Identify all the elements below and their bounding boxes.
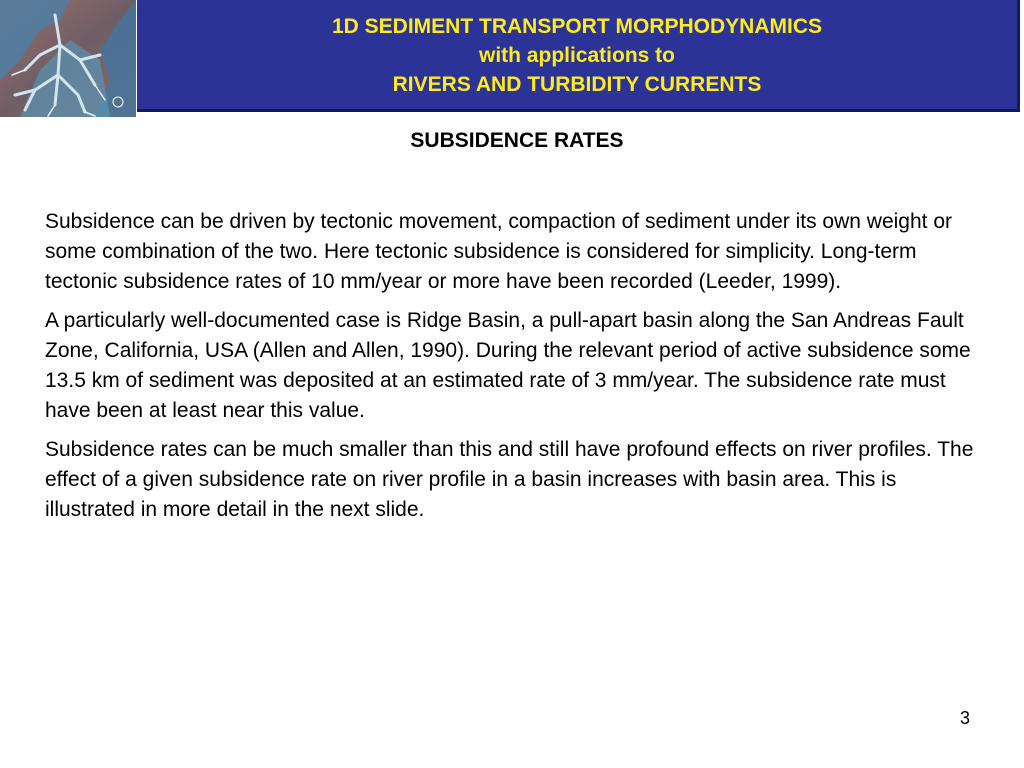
river-delta-satellite-image (0, 0, 136, 117)
header-title-line-1: 1D SEDIMENT TRANSPORT MORPHODYNAMICS (331, 15, 823, 38)
slide-heading: SUBSIDENCE RATES (410, 129, 624, 152)
paragraph-3: Subsidence rates can be much smaller than this and still have profound effects on river profiles. The effect of a given subsidence rate on river profile in a basin increases with basin area. This is illustrated in more detail in the next slide. (45, 438, 974, 521)
header-banner (137, 0, 1020, 112)
header-title-line-3: RIVERS AND TURBIDITY CURRENTS (392, 73, 762, 96)
header-title-line-2: with applications to (478, 44, 675, 67)
body-text (45, 207, 980, 534)
page-number: 3 (959, 708, 970, 728)
paragraph-2: A particularly well-documented case is Ridge Basin, a pull-apart basin along the San Andreas Fault Zone, California, USA (Allen and Allen, 1990). During the relevant period of active subsidence some 13.5 km of sediment was deposited at an estimated rate of 3 mm/year. The subsidence rate must have been at least near this value. (45, 309, 971, 422)
paragraph-1: Subsidence can be driven by tectonic movement, compaction of sediment under its own weight or some combination of the two. Here tectonic subsidence is considered for simplicity. Long-term tectonic subsidence rates of 10 mm/year or more have been recorded (Leeder, 1999). (45, 210, 952, 293)
